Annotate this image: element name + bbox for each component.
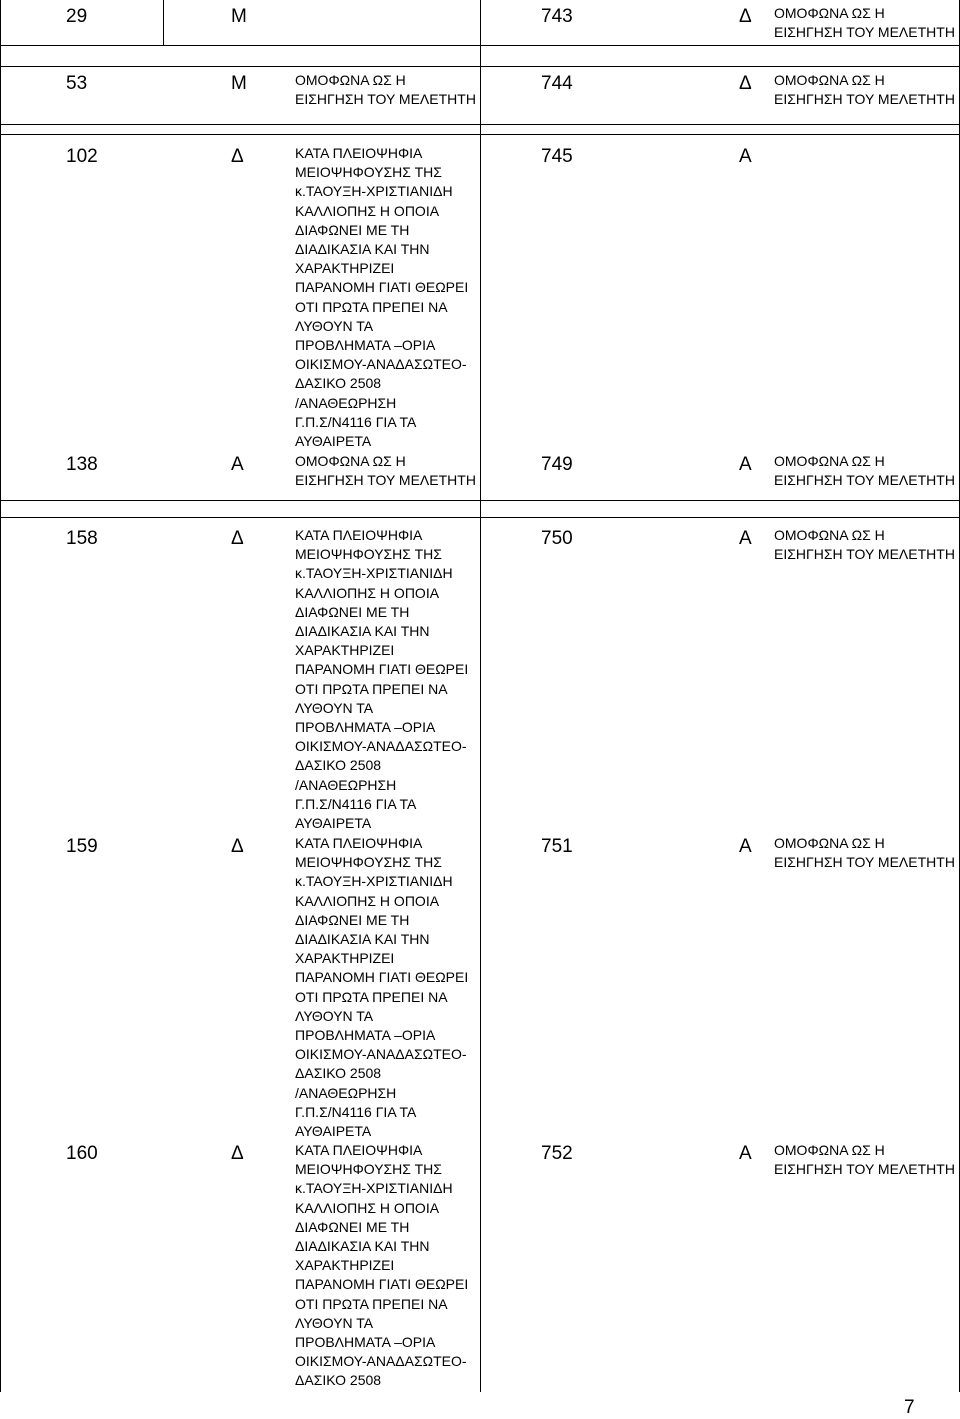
row-description: ΚΑΤΑ ΠΛΕΙΟΨΗΦΙΑ ΜΕΙΟΨΗΦΟΥΣΗΣ ΤΗΣ κ.ΤΑΟΥΞΗ-ΧΡΙΣΤΙΑΝΙΔΗ ΚΑΛΛΙΟΠΗΣ Η ΟΠΟΙΑ ΔΙΑΦΩΝΕΙ ΜΕ ΤΗ ΔΙΑΔΙΚΑΣΙΑ ΚΑΙ ΤΗΝ ΧΑΡΑΚΤΗΡΙΖΕΙ ΠΑΡΑΝΟΜΗ ΓΙΑΤΙ ΘΕΩΡΕΙ ΟΤΙ ΠΡΩΤΑ ΠΡΕΠΕΙ ΝΑ ΛΥΘΟΥΝ ΤΑ ΠΡΟΒΛΗΜΑΤΑ –ΟΡΙΑ ΟΙΚΙΣΜΟΥ-ΑΝΑΔΑΣΩΤΕΟ- ΔΑΣΙΚΟ 2508 /ΑΝΑΘΕΩΡΗΣΗ Γ.Π.Σ/Ν4116 ΓΙΑ ΤΑ ΑΥΘΑΙΡΕΤΑ [295, 145, 469, 450]
page-number: 7 [904, 1397, 915, 1418]
row-description: ΟΜΟΦΩΝΑ ΩΣ Η ΕΙΣΗΓΗΣΗ ΤΟΥ ΜΕΛΕΤΗΤΗ [774, 5, 955, 41]
row-code: Α [739, 146, 752, 167]
row-code: Μ [231, 6, 247, 27]
row-code: Α [739, 454, 752, 475]
row-description: ΚΑΤΑ ΠΛΕΙΟΨΗΦΙΑ ΜΕΙΟΨΗΦΟΥΣΗΣ ΤΗΣ κ.ΤΑΟΥΞΗ-ΧΡΙΣΤΙΑΝΙΔΗ ΚΑΛΛΙΟΠΗΣ Η ΟΠΟΙΑ ΔΙΑΦΩΝΕΙ ΜΕ ΤΗ ΔΙΑΔΙΚΑΣΙΑ ΚΑΙ ΤΗΝ ΧΑΡΑΚΤΗΡΙΖΕΙ ΠΑΡΑΝΟΜΗ ΓΙΑΤΙ ΘΕΩΡΕΙ ΟΤΙ ΠΡΩΤΑ ΠΡΕΠΕΙ ΝΑ ΛΥΘΟΥΝ ΤΑ ΠΡΟΒΛΗΜΑΤΑ –ΟΡΙΑ ΟΙΚΙΣΜΟΥ-ΑΝΑΔΑΣΩΤΕΟ- ΔΑΣΙΚΟ 2508 /ΑΝΑΘΕΩΡΗΣΗ Γ.Π.Σ/Ν4116 ΓΙΑ ΤΑ ΑΥΘΑΙΡΕΤΑ [295, 835, 469, 1140]
row-description: ΟΜΟΦΩΝΑ ΩΣ Η ΕΙΣΗΓΗΣΗ ΤΟΥ ΜΕΛΕΤΗΤΗ [295, 453, 476, 489]
row-code: Δ [739, 6, 752, 27]
row-code: Δ [231, 1143, 244, 1164]
row-number: 752 [541, 1143, 573, 1164]
row-number: 749 [541, 454, 573, 475]
row-description: ΟΜΟΦΩΝΑ ΩΣ Η ΕΙΣΗΓΗΣΗ ΤΟΥ ΜΕΛΕΤΗΤΗ [295, 72, 476, 108]
row-number: 158 [66, 528, 98, 549]
row-number: 750 [541, 528, 573, 549]
row-number: 138 [66, 454, 98, 475]
row-description: ΟΜΟΦΩΝΑ ΩΣ Η ΕΙΣΗΓΗΣΗ ΤΟΥ ΜΕΛΕΤΗΤΗ [774, 1142, 955, 1178]
row-description: ΚΑΤΑ ΠΛΕΙΟΨΗΦΙΑ ΜΕΙΟΨΗΦΟΥΣΗΣ ΤΗΣ κ.ΤΑΟΥΞΗ-ΧΡΙΣΤΙΑΝΙΔΗ ΚΑΛΛΙΟΠΗΣ Η ΟΠΟΙΑ ΔΙΑΦΩΝΕΙ ΜΕ ΤΗ ΔΙΑΔΙΚΑΣΙΑ ΚΑΙ ΤΗΝ ΧΑΡΑΚΤΗΡΙΖΕΙ ΠΑΡΑΝΟΜΗ ΓΙΑΤΙ ΘΕΩΡΕΙ ΟΤΙ ΠΡΩΤΑ ΠΡΕΠΕΙ ΝΑ ΛΥΘΟΥΝ ΤΑ ΠΡΟΒΛΗΜΑΤΑ –ΟΡΙΑ ΟΙΚΙΣΜΟΥ-ΑΝΑΔΑΣΩΤΕΟ- ΔΑΣΙΚΟ 2508 /ΑΝΑΘΕΩΡΗΣΗ Γ.Π.Σ/Ν4116 ΓΙΑ ΤΑ ΑΥΘΑΙΡΕΤΑ [295, 527, 469, 832]
row-number: 53 [66, 73, 88, 94]
row-number: 743 [541, 6, 573, 27]
row-number: 29 [66, 6, 88, 27]
row-number: 745 [541, 146, 573, 167]
row-code: Α [231, 454, 244, 475]
row-description: ΟΜΟΦΩΝΑ ΩΣ Η ΕΙΣΗΓΗΣΗ ΤΟΥ ΜΕΛΕΤΗΤΗ [774, 835, 955, 871]
column-divider [480, 0, 481, 1392]
row-description: ΚΑΤΑ ΠΛΕΙΟΨΗΦΙΑ ΜΕΙΟΨΗΦΟΥΣΗΣ ΤΗΣ κ.ΤΑΟΥΞΗ-ΧΡΙΣΤΙΑΝΙΔΗ ΚΑΛΛΙΟΠΗΣ Η ΟΠΟΙΑ ΔΙΑΦΩΝΕΙ ΜΕ ΤΗ ΔΙΑΔΙΚΑΣΙΑ ΚΑΙ ΤΗΝ ΧΑΡΑΚΤΗΡΙΖΕΙ ΠΑΡΑΝΟΜΗ ΓΙΑΤΙ ΘΕΩΡΕΙ ΟΤΙ ΠΡΩΤΑ ΠΡΕΠΕΙ ΝΑ ΛΥΘΟΥΝ ΤΑ ΠΡΟΒΛΗΜΑΤΑ –ΟΡΙΑ ΟΙΚΙΣΜΟΥ-ΑΝΑΔΑΣΩΤΕΟ- ΔΑΣΙΚΟ 2508 [295, 1142, 469, 1389]
row-code: Α [739, 528, 752, 549]
row-number: 102 [66, 146, 98, 167]
row-code: Δ [739, 73, 752, 94]
row-code: Δ [231, 146, 244, 167]
row-code: Δ [231, 836, 244, 857]
row-code: Α [739, 1143, 752, 1164]
row-code: Μ [231, 73, 247, 94]
row-description: ΟΜΟΦΩΝΑ ΩΣ Η ΕΙΣΗΓΗΣΗ ΤΟΥ ΜΕΛΕΤΗΤΗ [774, 527, 955, 563]
row-description: ΟΜΟΦΩΝΑ ΩΣ Η ΕΙΣΗΓΗΣΗ ΤΟΥ ΜΕΛΕΤΗΤΗ [774, 453, 955, 489]
row-number: 159 [66, 836, 98, 857]
row-code: Δ [231, 528, 244, 549]
row-code: Α [739, 836, 752, 857]
row-number: 744 [541, 73, 573, 94]
row-number: 160 [66, 1143, 98, 1164]
column-divider [163, 0, 164, 45]
row-number: 751 [541, 836, 573, 857]
column-divider [0, 0, 1, 1392]
row-description: ΟΜΟΦΩΝΑ ΩΣ Η ΕΙΣΗΓΗΣΗ ΤΟΥ ΜΕΛΕΤΗΤΗ [774, 72, 955, 108]
